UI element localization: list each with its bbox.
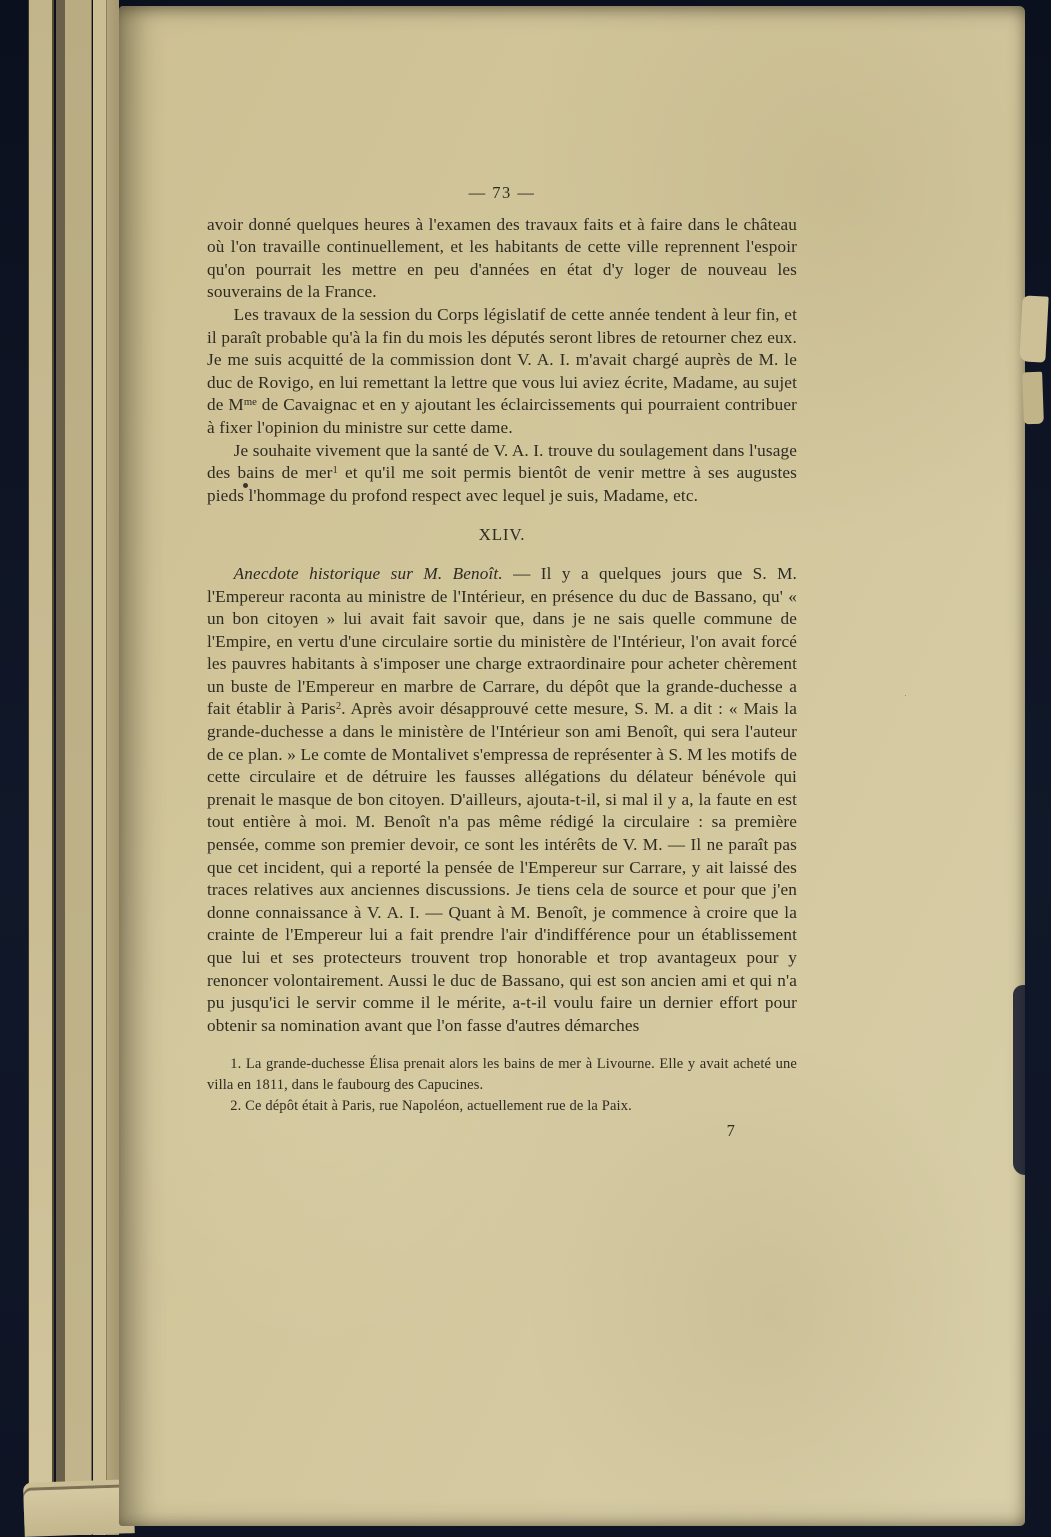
book-edge-strip <box>93 0 107 1535</box>
book-edge-gap <box>56 0 65 1535</box>
paragraph-text: Je souhaite vivement que la santé de V. A. I. trouve du soulagement dans l'usage des bains de mer <box>207 440 797 483</box>
paragraph-text: — Il y a quelques jours que S. M. l'Empereur raconta au ministre de l'Intérieur, en présence du duc de Bassano, qu' « un bon citoyen » lui avait fait savoir que, dans je ne sais quelle commune de l'Empire, en vertu d'une circulaire sortie du ministère de l'Intérieur, l'on avait forcé les pauvres habitants à s'imposer une charge extraordinaire pour acheter chèrement un buste de l'Empereur en marbre de Carrare, du dépôt que la grande-duchesse a fait établir à Paris <box>207 563 798 719</box>
page-number: — 73 — <box>468 183 536 202</box>
paragraph-text: et qu'il me soit permis bientôt de venir mettre à ses augustes pieds l'hommage du profond respect avec lequel je suis, Madame, etc. <box>207 463 798 505</box>
superscript-mme: me <box>243 397 257 409</box>
footnote-2: 2. Ce dépôt était à Paris, rue Napoléon, actuellement rue de la Paix. <box>230 1097 632 1114</box>
anecdote-title-italic: Anecdote historique sur M. Benoît. <box>233 563 503 583</box>
footnote-1: 1. La grande-duchesse Élisa prenait alors les bains de mer à Livourne. Elle y avait acheté une villa en 1811, dans le faubourg des Capucines. <box>207 1056 797 1094</box>
paragraph-text: avoir donné quelques heures à l'examen des travaux faits et à faire dans le château où l'on travaille continuellement, et les habitants de cette ville reprennent l'espoir qu'on pourrait les mettre en peu d'années en état d'y loger de nouveau les souverains de la France. <box>207 214 797 302</box>
book-page <box>119 6 1025 1526</box>
signature-number: 7 <box>726 1120 735 1140</box>
book-edge-strip <box>65 0 92 1535</box>
footnote-ref-1: 1 <box>332 465 338 477</box>
footnote-ref-2: 2 <box>335 701 342 713</box>
paragraph-anecdote <box>207 563 797 1037</box>
paper-fragment <box>1022 372 1044 425</box>
paragraph-text: . Après avoir désapprouvé cette mesure, S. M. a dit : « Mais la grande-duchesse a dans le ministère de l'Intérieur son ami Benoît, qui sera l'auteur de ce plan. » Le comte de Montalivet s'empressa de représenter à S. M les motifs de cette circulaire et de détruire les fausses allégations du délateur bénévole qui prenait le masque de bon citoyen. D'ailleurs, ajouta-t-il, si mal il y a, la faute en est tout entière à moi. M. Benoît n'a pas même rédigé la circulaire : sa première pensée, comme son premier devoir, ce sont les intérêts de V. M. — Il ne paraît pas que cet incident, qui a reporté la pensée de l'Empereur sur Carrare, y ait laissé des traces relatives aux anciennes discussions. Je tiens cela de source et pour que j'en donne connaissance à V. A. I. — Quant à M. Benoît, je commence à croire que la crainte de l'Empereur lui a fait prendre l'air d'indifférence pour un établissement que lui et ses protecteurs trouvent trop honorable et trop avantageux pour y renoncer volontairement. Aussi le duc de Bassano, qui est son ancien ami et qui n'a pu jusqu'ici le servir comme il le mérite, a-t-il voulu faire un dernier effort pour obtenir sa nomination avant que l'on fasse d'autres démarches <box>207 699 797 1035</box>
paper-fragment <box>1019 295 1048 362</box>
paragraph-session <box>207 304 797 440</box>
page-edge-notch <box>1013 985 1029 1175</box>
paragraph-continuation <box>207 214 797 304</box>
paragraph-sante <box>207 440 797 508</box>
footnotes <box>207 1054 797 1116</box>
paragraph-text: de Cavaignac et en y ajoutant les éclaircissements qui pourraient contribuer à fixer l'opinion du ministre sur cette dame. <box>207 395 797 437</box>
book-edge-strip <box>28 0 54 1535</box>
paragraph-text: Les travaux de la session du Corps législatif de cette année tendent à leur fin, et il paraît probable qu'à la fin du mois les députés seront libres de retourner chez eux. Je me suis acquitté de la commission dont V. A. I. m'avait chargé auprès de M. le duc de Rovigo, en lui remettant la lettre que vous lui aviez écrite, Madame, au sujet de M <box>207 304 797 415</box>
book-edge-strip <box>107 0 119 1535</box>
section-heading: XLIV. <box>478 525 526 545</box>
text-block <box>207 182 797 1142</box>
